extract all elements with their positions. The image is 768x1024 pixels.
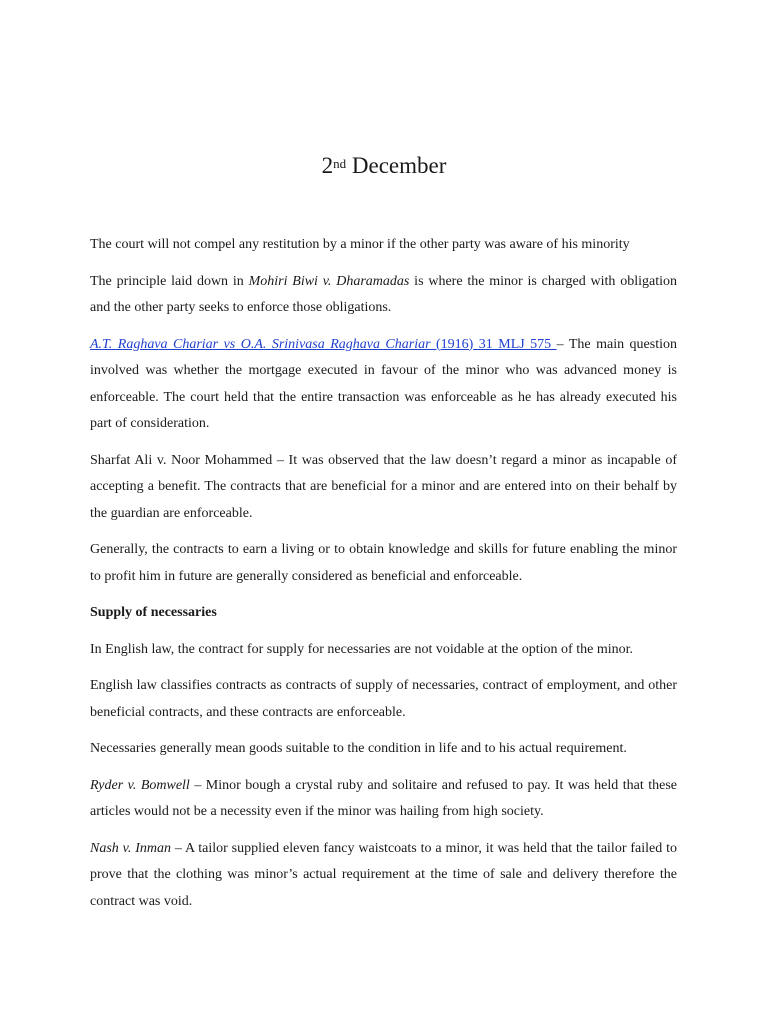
paragraph-mohiri-biwi	[90, 269, 677, 322]
paragraph-sharfat-ali: Sharfat Ali v. Noor Mohammed – It was observed that the law doesn’t regard a minor as incapable of accepting a benefit. The contracts that are beneficial for a minor and are entered into on their behalf by the guardian are enforceable.	[90, 452, 677, 521]
title-month: December	[351, 153, 447, 178]
paragraph-text: – Minor bough a crystal ruby and solitaire and refused to pay. It was held that these articles would not be a necessity even if the minor was hailing from high society.	[90, 777, 677, 819]
paragraph-text: is where the minor is charged with obligation and the other party seeks to enforce those obligations.	[90, 273, 677, 315]
paragraph-classification: English law classifies contracts as contracts of supply of necessaries, contract of employment, and other beneficial contracts, and these contracts are enforceable.	[90, 678, 677, 720]
document-body	[90, 232, 677, 925]
paragraph-english-law: In English law, the contract for supply for necessaries are not voidable at the option of the minor.	[90, 641, 633, 657]
paragraph-ryder	[90, 773, 677, 826]
title-suffix: nd	[333, 156, 347, 171]
paragraph-text: – The main question involved was whether the mortgage executed in favour of the minor who was advanced money is enforceable. The court held that the entire transaction was enforceable as he has already executed his part of consideration.	[90, 336, 677, 431]
case-name: Nash v. Inman	[90, 840, 172, 856]
case-link-name: A.T. Raghava Chariar vs O.A. Srinivasa Raghava Chariar	[90, 336, 431, 352]
paragraph-text: – A tailor supplied eleven fancy waistcoats to a minor, it was held that the tailor failed to prove that the clothing was minor’s actual requirement at the time of sale and delivery therefore the contract was void.	[90, 840, 678, 909]
paragraph-nash	[90, 836, 677, 916]
case-name: Mohiri Biwi v. Dharamadas	[248, 273, 410, 289]
title-day: 2	[321, 153, 334, 178]
paragraph-necessaries-meaning: Necessaries generally mean goods suitable to the condition in life and to his actual requirement.	[90, 741, 627, 756]
page-title	[0, 150, 768, 182]
section-heading: Supply of necessaries	[90, 605, 217, 620]
paragraph-restitution: The court will not compel any restitution by a minor if the other party was aware of his minority	[90, 237, 630, 252]
case-link-cite: (1916) 31 MLJ 575	[430, 336, 557, 352]
case-name: Ryder v. Bomwell	[90, 777, 190, 793]
paragraph-raghava-chariar	[90, 332, 677, 438]
paragraph-beneficial-contracts: Generally, the contracts to earn a living or to obtain knowledge and skills for future enabling the minor to profit him in future are generally considered as beneficial and enforceable.	[90, 542, 677, 584]
paragraph-text: The principle laid down in	[90, 273, 249, 289]
case-citation-link[interactable]	[90, 337, 557, 352]
